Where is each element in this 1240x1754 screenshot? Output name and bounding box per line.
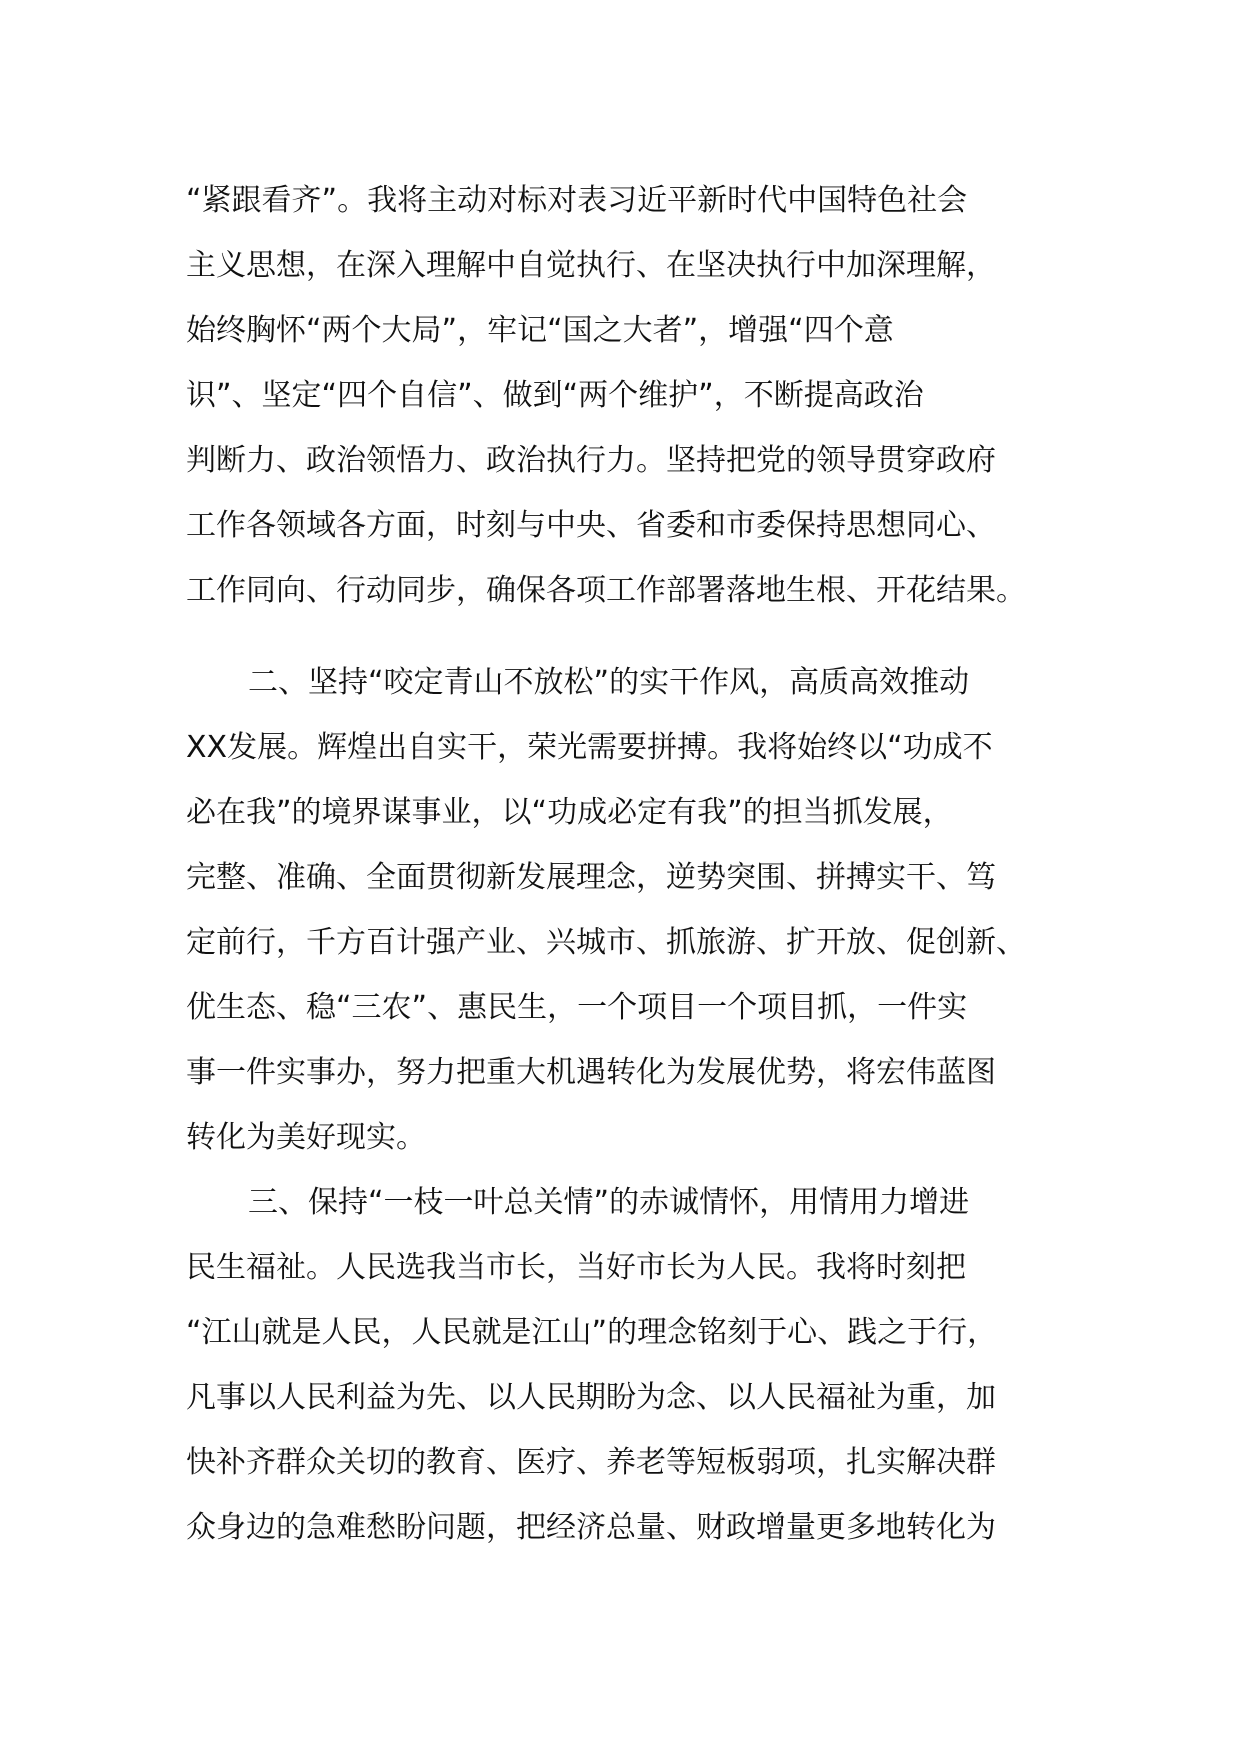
text-line: 事一件实事办，努力把重大机遇转化为发展优势，将宏伟蓝图 xyxy=(186,1055,996,1090)
text-line: 二、坚持“咬定青山不放松”的实干作风，高质高效推动 xyxy=(248,665,970,700)
paragraph-2 xyxy=(186,650,1086,1170)
text-line: 必在我”的境界谋事业，以“功成必定有我”的担当抓发展， xyxy=(186,795,953,830)
text-line: 工作同向、行动同步，确保各项工作部署落地生根、开花结果。 xyxy=(186,573,1026,608)
paragraph-1 xyxy=(186,168,1086,623)
text-line: 优生态、稳“三农”、惠民生，一个项目一个项目抓，一件实 xyxy=(186,990,968,1025)
text-line: “紧跟看齐”。我将主动对标对表习近平新时代中国特色社会 xyxy=(186,183,968,218)
text-line: 主义思想，在深入理解中自觉执行、在坚决执行中加深理解， xyxy=(186,248,996,283)
paragraph-3 xyxy=(186,1170,1086,1560)
text-line: 凡事以人民利益为先、以人民期盼为念、以人民福祉为重，加 xyxy=(186,1380,996,1415)
text-line: XX发展。辉煌出自实干，荣光需要拼搏。我将始终以“功成不 xyxy=(186,730,993,765)
text-line: 转化为美好现实。 xyxy=(186,1120,426,1155)
text-line: 三、保持“一枝一叶总关情”的赤诚情怀，用情用力增进 xyxy=(248,1185,970,1220)
text-line: 完整、准确、全面贯彻新发展理念，逆势突围、拼搏实干、笃 xyxy=(186,860,996,895)
text-line: 工作各领域各方面，时刻与中央、省委和市委保持思想同心、 xyxy=(186,508,996,543)
text-line: 众身边的急难愁盼问题，把经济总量、财政增量更多地转化为 xyxy=(186,1510,996,1545)
text-line: “江山就是人民，人民就是江山”的理念铭刻于心、践之于行， xyxy=(186,1315,998,1350)
text-line: 始终胸怀“两个大局”，牢记“国之大者”，增强“四个意 xyxy=(186,313,894,348)
paragraph-spacing xyxy=(186,623,1086,650)
document-body xyxy=(186,168,1086,1560)
text-line: 快补齐群众关切的教育、医疗、养老等短板弱项，扎实解决群 xyxy=(186,1445,996,1480)
text-line: 定前行，千方百计强产业、兴城市、抓旅游、扩开放、促创新、 xyxy=(186,925,1026,960)
text-line: 识”、坚定“四个自信”、做到“两个维护”，不断提高政治 xyxy=(186,378,924,413)
text-line: 判断力、政治领悟力、政治执行力。坚持把党的领导贯穿政府 xyxy=(186,443,996,478)
text-line: 民生福祉。人民选我当市长，当好市长为人民。我将时刻把 xyxy=(186,1250,966,1285)
